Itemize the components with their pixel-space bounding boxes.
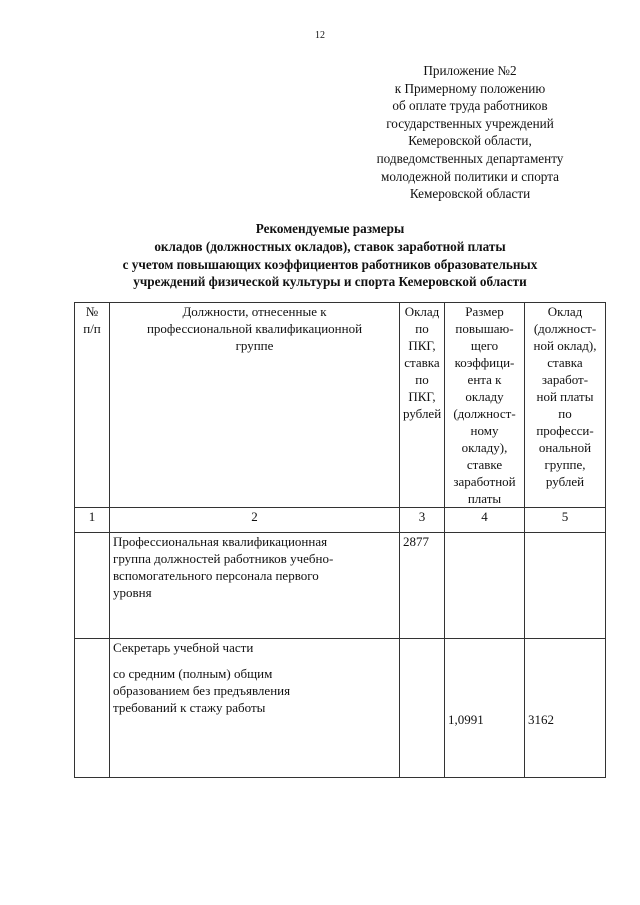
row-number-cell	[75, 639, 110, 778]
salary-table	[74, 302, 606, 778]
secretary-coefficient: 1,0991	[448, 712, 484, 727]
column-number: 4	[445, 508, 525, 533]
cell-spacer	[448, 639, 521, 711]
title-line: Рекомендуемые размеры	[255, 221, 405, 236]
secretary-coefficient-cell	[445, 639, 525, 778]
cell-spacer	[528, 639, 602, 711]
title-line: окладов (должностных окладов), ставок заработной платы	[154, 238, 506, 254]
column-number: 3	[400, 508, 445, 533]
appendix-line: молодежной политики и спорта	[381, 168, 559, 184]
header-coefficient: Размер повышаю- щего коэффици- ента к окладу (должност- ному окладу), ставке заработной платы	[445, 303, 525, 508]
appendix-line: Кемеровской области	[409, 186, 531, 202]
secretary-title: Секретарь учебной части	[113, 640, 254, 655]
column-number: 2	[110, 508, 400, 533]
secretary-final-salary-cell	[525, 639, 606, 778]
group-coefficient-cell	[445, 533, 525, 639]
appendix-line: Приложение №2	[423, 63, 517, 78]
column-number-row	[75, 508, 606, 533]
header-position: Должности, отнесенные к профессиональной квалификационной группе	[110, 303, 400, 508]
column-number: 5	[525, 508, 606, 533]
header-number: № п/п	[75, 303, 110, 508]
appendix-line: Кемеровской области,	[408, 133, 532, 149]
table-row	[75, 533, 606, 639]
appendix-line: подведомственных департаменту	[376, 150, 564, 166]
document-title	[40, 220, 620, 291]
title-line: учреждений физической культуры и спорта Кемеровской области	[133, 274, 527, 290]
table-header-row	[75, 303, 606, 508]
column-number: 1	[75, 508, 110, 533]
appendix-line: к Примерному положению	[394, 80, 546, 96]
secretary-final-salary: 3162	[528, 712, 554, 727]
secretary-condition: со средним (полным) общим образованием без предъявления требований к стажу работы	[113, 666, 291, 715]
secretary-pkg-salary-cell	[400, 639, 445, 778]
appendix-line: государственных учреждений	[386, 115, 554, 131]
header-final-salary: Оклад (должност- ной оклад), ставка заработ- ной платы по професси- ональной группе, рублей	[525, 303, 606, 508]
page-number: 12	[315, 30, 325, 41]
title-line: с учетом повышающих коэффициентов работников образовательных	[122, 256, 538, 272]
appendix-line: об оплате труда работников	[392, 98, 548, 114]
row-number-cell	[75, 533, 110, 639]
group-position: Профессиональная квалификационная группа должностей работников учебно- вспомогательного персонала первого уровня	[110, 533, 400, 639]
group-final-salary-cell	[525, 533, 606, 639]
table-row	[75, 639, 606, 778]
group-pkg-salary: 2877	[400, 533, 445, 639]
appendix-header	[360, 62, 580, 203]
secretary-position-cell	[110, 639, 400, 778]
header-pkg-salary: Оклад по ПКГ, ставка по ПКГ, рублей	[400, 303, 445, 508]
